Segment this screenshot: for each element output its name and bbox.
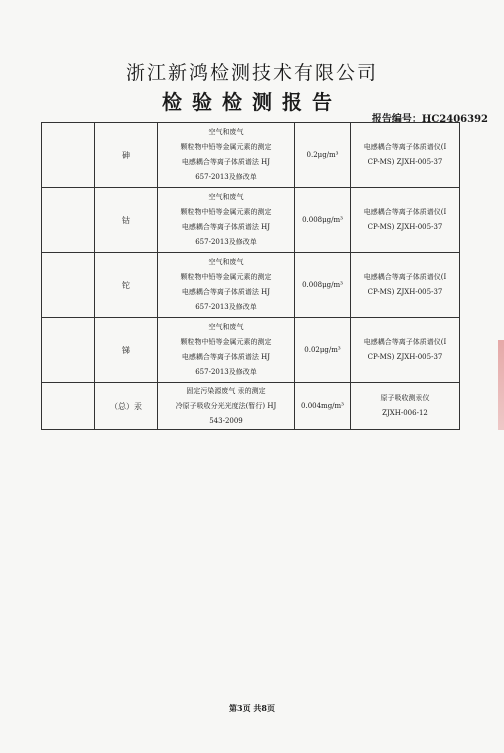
table-row [42,383,460,430]
method-line: 空气和废气 [208,323,244,331]
blank-cell [42,318,95,383]
detection-limit-cell: 0.008μg/m³ [295,188,351,253]
method-line: 657-2013及修改单 [195,173,257,181]
method-line: 空气和废气 [208,193,244,201]
method-line: 电感耦合等离子体质谱法 HJ [181,223,271,231]
parameter-cell: 钴 [95,188,158,253]
instrument-cell [351,383,460,430]
report-title: 检验检测报告 [162,90,342,114]
instrument-line: CP-MS) ZJXH-005-37 [367,353,443,361]
table-row [42,123,460,188]
method-line: 颗粒物中铅等金属元素的测定 [180,208,272,216]
method-line: 电感耦合等离子体质谱法 HJ [181,353,271,361]
method-line: 固定污染源废气 汞的测定 [186,386,266,395]
method-table [41,122,460,430]
method-line: 颗粒物中铅等金属元素的测定 [180,143,272,151]
seal-edge [498,340,504,430]
instrument-line: CP-MS) ZJXH-005-37 [367,158,443,166]
table-row [42,253,460,318]
detection-limit-cell: 0.02μg/m³ [295,318,351,383]
detection-limit-cell: 0.2μg/m³ [295,123,351,188]
method-cell [158,318,295,383]
method-line: 657-2013及修改单 [195,303,257,311]
instrument-cell [351,253,460,318]
instrument-cell [351,318,460,383]
method-cell [158,383,295,430]
method-line: 冷原子吸收分光光度法(暂行) HJ [175,401,277,410]
instrument-line: 原子吸收测汞仪 [380,394,430,402]
table-row [42,318,460,383]
parameter-cell: 锑 [95,318,158,383]
blank-cell [42,123,95,188]
instrument-line: CP-MS) ZJXH-005-37 [367,288,443,296]
instrument-line: 电感耦合等离子体质谱仪(I [363,338,447,346]
method-line: 颗粒物中铅等金属元素的测定 [180,273,272,281]
parameter-cell: 砷 [95,123,158,188]
instrument-cell [351,188,460,253]
report-number: 报告编号：HC2406392 [371,114,488,125]
detection-limit-cell: 0.008μg/m³ [295,253,351,318]
method-line: 空气和废气 [208,258,244,266]
page-number: 第3页 共8页 [229,703,275,713]
method-line: 657-2013及修改单 [195,368,257,376]
detection-limit-cell: 0.004mg/m³ [295,383,351,430]
parameter-cell: （总）汞 [95,383,158,430]
instrument-line: 电感耦合等离子体质谱仪(I [363,273,447,281]
method-line: 543-2009 [209,416,243,425]
parameter-cell: 铊 [95,253,158,318]
instrument-cell [351,123,460,188]
method-cell [158,253,295,318]
instrument-line: ZJXH-006-12 [382,409,428,417]
method-line: 电感耦合等离子体质谱法 HJ [181,158,271,166]
blank-cell [42,188,95,253]
method-line: 空气和废气 [208,128,244,136]
method-cell [158,188,295,253]
instrument-line: 电感耦合等离子体质谱仪(I [363,208,447,216]
instrument-line: CP-MS) ZJXH-005-37 [367,223,443,231]
blank-cell [42,383,95,430]
method-line: 颗粒物中铅等金属元素的测定 [180,338,272,346]
method-line: 657-2013及修改单 [195,238,257,246]
table-row [42,188,460,253]
method-cell [158,123,295,188]
method-line: 电感耦合等离子体质谱法 HJ [181,288,271,296]
blank-cell [42,253,95,318]
company-name: 浙江新鸿检测技术有限公司 [125,62,378,84]
instrument-line: 电感耦合等离子体质谱仪(I [363,143,447,151]
